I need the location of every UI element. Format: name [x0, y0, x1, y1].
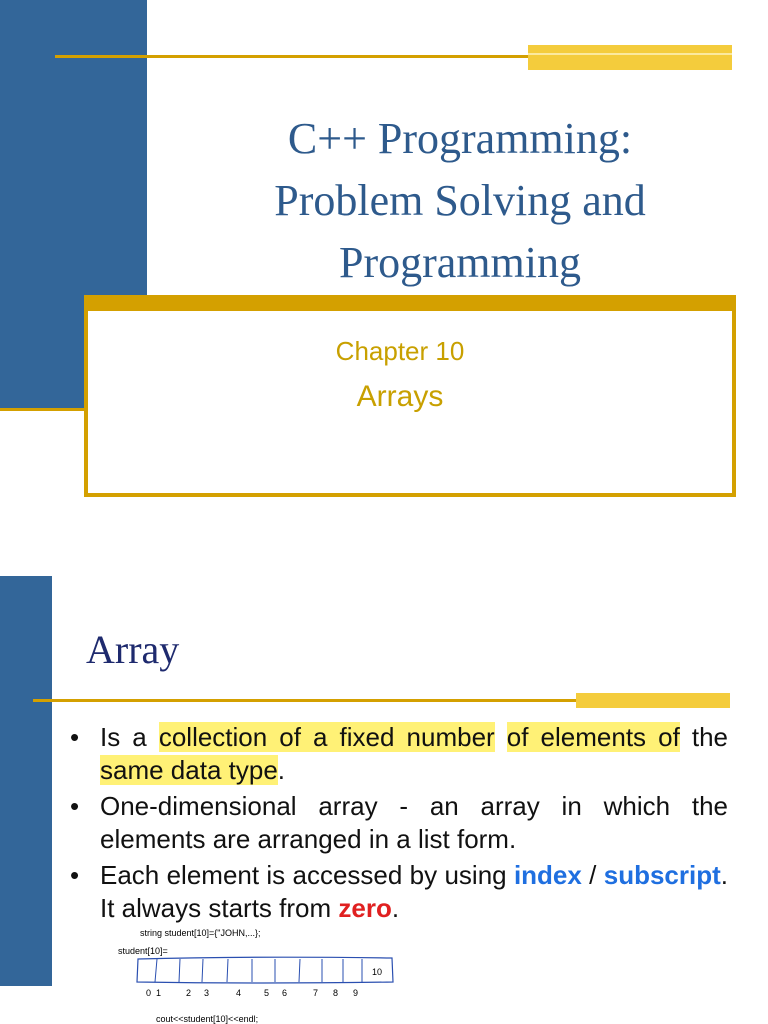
index-label: 4	[236, 988, 242, 998]
slide-heading: Array	[86, 627, 180, 672]
text-run: Each element is accessed by using	[100, 860, 514, 890]
title-line-2: Problem Solving and	[274, 176, 646, 225]
text-run: the	[679, 722, 729, 752]
text-run: Is a	[100, 722, 159, 752]
title-line-3: Programming	[339, 238, 581, 287]
bullet-item-3	[68, 859, 728, 925]
bullet-item-2	[68, 790, 728, 856]
slide-title	[160, 108, 760, 294]
text-run: .	[277, 755, 286, 785]
text-run: /	[581, 860, 604, 890]
index-label: 0	[146, 988, 152, 998]
highlight-text: same data type	[100, 755, 278, 785]
chapter-label: Chapter 10	[335, 336, 465, 366]
bullet-list	[68, 721, 728, 928]
left-blue-bar	[0, 576, 52, 986]
text-run	[495, 722, 507, 752]
bullet-text: One-dimensional array - an array in which the elements are arranged in a list form.	[100, 791, 728, 854]
index-label: 9	[353, 988, 359, 998]
bar-accent-line	[0, 408, 84, 411]
index-label: 8	[333, 988, 339, 998]
array-index-labels	[146, 988, 358, 998]
keyword-zero: zero	[338, 893, 392, 923]
array-box-outline	[137, 957, 393, 983]
keyword-subscript: subscript	[603, 860, 721, 890]
text-run: .	[391, 893, 400, 923]
sketch-output-line: cout<<student[10]<<endl;	[156, 1014, 259, 1024]
bullet-dot: •	[70, 860, 80, 890]
text-run: . It always starts from	[100, 860, 728, 923]
index-label: 7	[313, 988, 319, 998]
array-slide	[0, 576, 768, 1024]
bullet-item-1	[68, 721, 728, 787]
highlight-text: collection of a fixed number	[158, 722, 495, 752]
index-label: 1	[156, 988, 162, 998]
bullet-dot: •	[70, 722, 80, 752]
title-line-1: C++ Programming:	[287, 114, 633, 163]
bullet-dot: •	[70, 791, 80, 821]
handwritten-array-sketch	[110, 926, 410, 1024]
highlight-text: of elements of	[506, 722, 680, 752]
index-label: 6	[282, 988, 288, 998]
sketch-declaration: string student[10]={"JOHN,...};	[140, 928, 261, 938]
keyword-index: index	[513, 860, 582, 890]
index-label: 2	[186, 988, 192, 998]
subtitle-box-header	[84, 295, 736, 311]
index-label: 3	[204, 988, 210, 998]
array-cell-dividers	[155, 959, 362, 982]
heading-gold-block	[576, 693, 730, 708]
index-label: 5	[264, 988, 270, 998]
top-gold-block	[528, 45, 732, 70]
sketch-assignment: student[10]=	[118, 946, 168, 956]
array-box-mark: 10	[372, 967, 383, 977]
topic-label: Arrays	[356, 380, 444, 413]
